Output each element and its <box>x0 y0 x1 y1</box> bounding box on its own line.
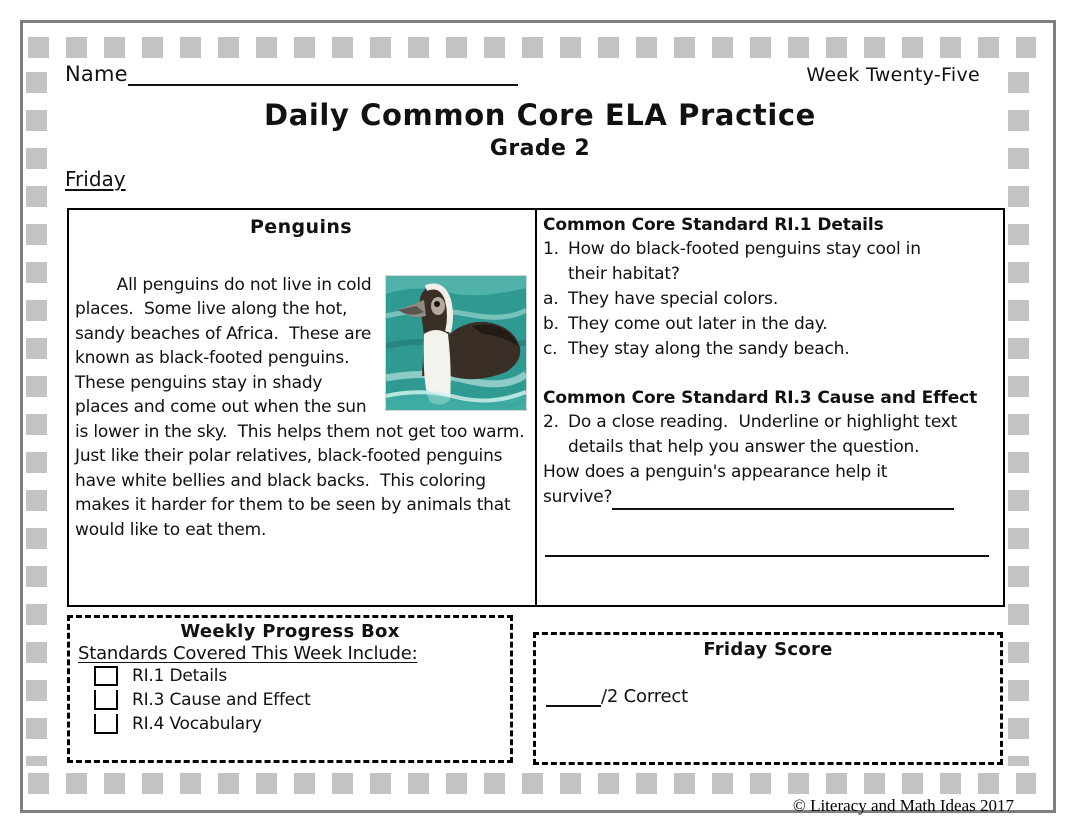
progress-box-subtitle: Standards Covered This Week Include: <box>78 643 418 664</box>
grade-subtitle: Grade 2 <box>489 136 591 161</box>
passage-text: All penguins do not live in cold places. Some live along the hot, sandy beaches of Africa. These are known as black-footed penguins. These penguins stay in shady places and come out when the sun is lower in the sky. This helps them not get too warm. Just like their polar relatives, black-footed penguins have white bellies and black backs. This coloring makes it harder for them to be seen by animals that would like to eat them. <box>75 274 535 540</box>
worksheet-main-box <box>67 208 1005 607</box>
question-2 <box>543 410 995 460</box>
question-1 <box>543 237 995 287</box>
border-squares-right <box>1008 72 1029 766</box>
choice-a-text: They have special colors. <box>568 289 779 309</box>
friday-score-box <box>533 632 1003 765</box>
weekly-progress-box <box>67 615 513 763</box>
choice-b[interactable] <box>543 312 995 337</box>
score-line <box>546 686 990 707</box>
question-2-text: Do a close reading. Underline or highlight text details that help you answer the question. <box>568 412 963 457</box>
standard-row-ri4 <box>94 712 502 736</box>
choice-a[interactable] <box>543 287 995 312</box>
checkbox-ri1-details[interactable] <box>94 666 118 686</box>
question-1-text: How do black-footed penguins stay cool in their habitat? <box>568 239 926 284</box>
page-title: Daily Common Core ELA Practice <box>264 98 816 132</box>
choice-c[interactable] <box>543 337 995 362</box>
border-squares-top <box>28 37 1036 58</box>
score-box-title: Friday Score <box>703 639 833 660</box>
border-squares-bottom <box>28 773 1036 794</box>
score-blank-line[interactable] <box>546 687 601 707</box>
passage-title: Penguins <box>249 216 352 238</box>
standard-header-ri1: Common Core Standard RI.1 Details <box>543 215 884 235</box>
standard-row-ri3 <box>94 688 502 712</box>
prompt-line-1: How does a penguin's appearance help it <box>543 462 888 482</box>
name-input-line[interactable] <box>128 64 518 86</box>
penguin-photo <box>385 275 527 411</box>
score-suffix: /2 Correct <box>601 686 688 707</box>
checkbox-ri3-cause-effect[interactable] <box>94 690 118 710</box>
standard-label-ri3: RI.3 Cause and Effect <box>132 690 311 710</box>
question-1-number: 1. <box>543 239 559 259</box>
standard-header-ri3: Common Core Standard RI.3 Cause and Effect <box>543 388 978 408</box>
passage-body <box>75 248 535 567</box>
standard-label-ri4: RI.4 Vocabulary <box>132 714 262 734</box>
progress-box-title: Weekly Progress Box <box>180 621 400 642</box>
standard-label-ri1: RI.1 Details <box>132 666 227 686</box>
choice-b-text: They come out later in the day. <box>568 314 828 334</box>
question-2-prompt <box>543 460 995 510</box>
checkbox-ri4-vocabulary[interactable] <box>94 714 118 734</box>
name-row <box>65 62 518 86</box>
choice-c-text: They stay along the sandy beach. <box>568 339 850 359</box>
passage-section <box>69 210 535 605</box>
choice-b-letter: b. <box>543 314 559 334</box>
border-squares-left <box>26 72 47 766</box>
day-label: Friday <box>65 167 126 191</box>
answer-blank-line-1[interactable] <box>612 491 954 510</box>
prompt-line-2: survive? <box>543 487 613 507</box>
choice-c-letter: c. <box>543 339 558 359</box>
answer-blank-line-2[interactable] <box>545 537 989 557</box>
standard-row-ri1 <box>94 664 502 688</box>
question-2-number: 2. <box>543 412 559 432</box>
week-label: Week Twenty-Five <box>806 64 980 86</box>
choice-a-letter: a. <box>543 289 559 309</box>
copyright-notice: © Literacy and Math Ideas 2017 <box>792 796 1014 815</box>
questions-section <box>535 210 1003 605</box>
name-label: Name <box>65 62 128 86</box>
